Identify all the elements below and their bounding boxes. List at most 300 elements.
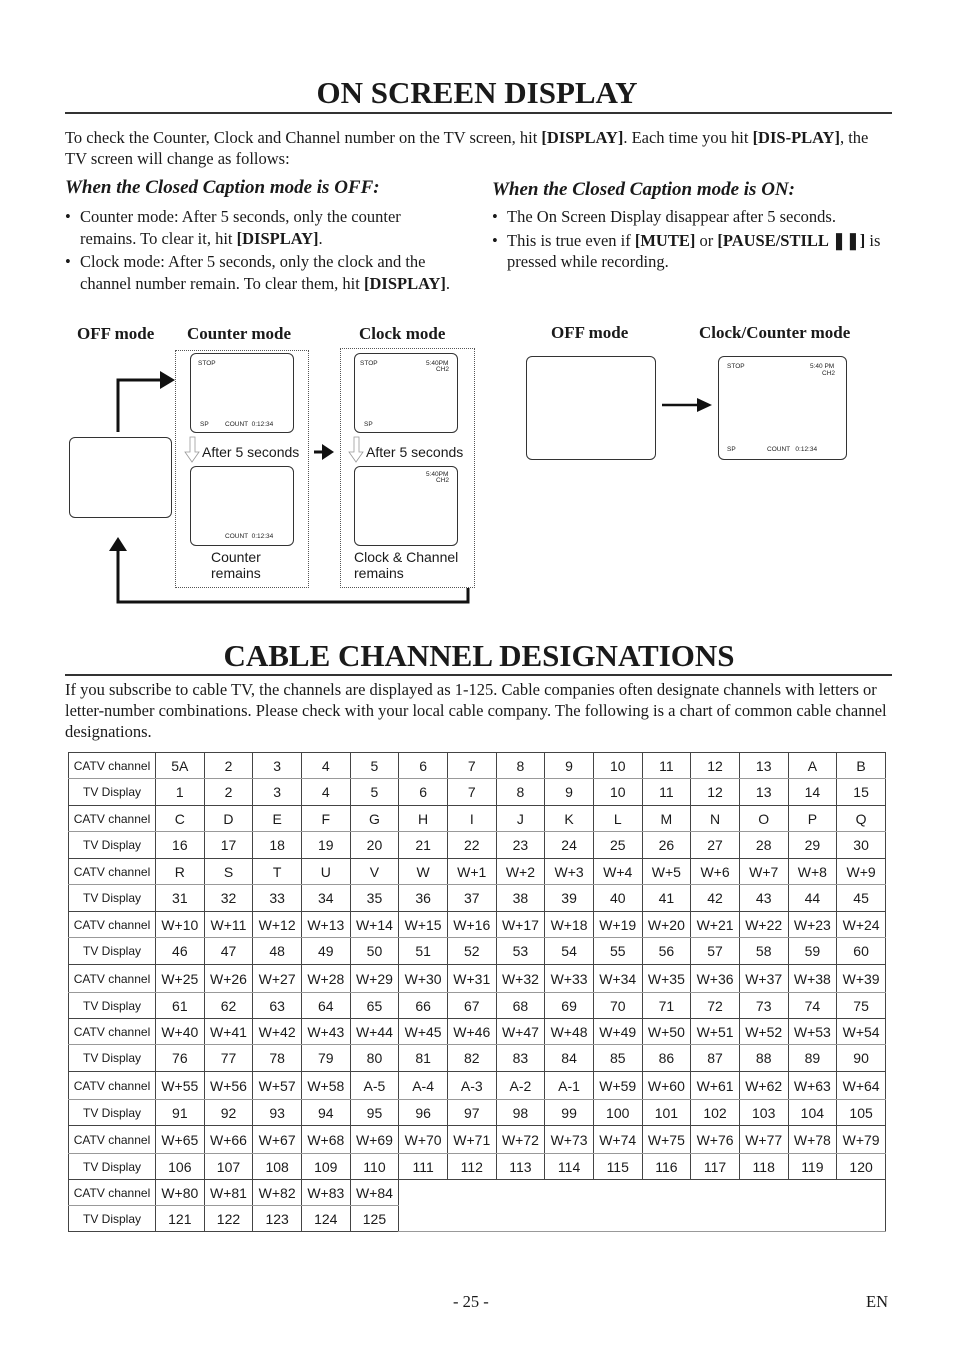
catv-channel-cell: W+10 xyxy=(156,912,205,938)
tv-display-cell: 98 xyxy=(496,1100,545,1126)
counter-after-5-seconds: After 5 seconds xyxy=(202,444,300,460)
catv-row-label: CATV channel xyxy=(69,859,156,885)
catv-row-label: CATV channel xyxy=(69,1019,156,1045)
catv-channel-cell: W+70 xyxy=(399,1126,448,1154)
catv-channel-cell: W+81 xyxy=(204,1180,253,1206)
catv-channel-cell: W+19 xyxy=(593,912,642,938)
osd-title: ON SCREEN DISPLAY xyxy=(316,75,638,110)
tv-display-cell: 70 xyxy=(593,993,642,1019)
catv-channel-cell: W+76 xyxy=(691,1126,740,1154)
osd-intro-c: . Each time you hit xyxy=(623,128,753,147)
catv-channel-cell: W+5 xyxy=(642,859,691,885)
tv-display-cell: 81 xyxy=(399,1045,448,1072)
catv-channel-cell: W+14 xyxy=(350,912,399,938)
tv-display-cell: 36 xyxy=(399,885,448,912)
osd-intro-display-2: [DIS-PLAY] xyxy=(752,128,840,147)
tv-display-cell: 6 xyxy=(399,779,448,806)
tv-display-cell: 24 xyxy=(545,832,594,859)
tv-display-cell: 35 xyxy=(350,885,399,912)
tv-display-cell: 83 xyxy=(496,1045,545,1072)
tv-display-cell: 32 xyxy=(204,885,253,912)
right-screen-stop: STOP xyxy=(727,363,745,370)
tv-display-cell: 115 xyxy=(593,1154,642,1180)
catv-channel-cell: A-2 xyxy=(496,1072,545,1100)
catv-row-label: CATV channel xyxy=(69,1180,156,1206)
catv-row-label: CATV channel xyxy=(69,806,156,832)
tv-display-cell: 3 xyxy=(253,779,302,806)
tv-display-row xyxy=(69,1100,886,1126)
catv-channel-cell: C xyxy=(156,806,205,832)
catv-channel-cell: W+37 xyxy=(739,965,788,993)
tv-display-cell: 11 xyxy=(642,779,691,806)
catv-channel-cell: D xyxy=(204,806,253,832)
counter-top-sp: SP xyxy=(200,421,209,428)
tv-display-cell: 125 xyxy=(350,1206,399,1232)
catv-row xyxy=(69,965,886,993)
catv-channel-cell: A-1 xyxy=(545,1072,594,1100)
tv-display-row-label: TV Display xyxy=(69,779,156,806)
tv-display-cell: 68 xyxy=(496,993,545,1019)
catv-channel-cell: W+35 xyxy=(642,965,691,993)
cc-off-b2a: Clock mode: After 5 seconds, only the clock and the channel number remain. To clear them, hit xyxy=(80,252,426,293)
catv-channel-cell: 7 xyxy=(447,753,496,779)
tv-display-cell: 103 xyxy=(739,1100,788,1126)
tv-display-cell: 19 xyxy=(301,832,350,859)
catv-channel-cell: W+23 xyxy=(788,912,837,938)
cc-off-b2b: [DISPLAY] xyxy=(363,273,446,293)
catv-channel-cell: W+24 xyxy=(837,912,886,938)
tv-display-cell: 47 xyxy=(204,938,253,965)
catv-channel-cell: W+39 xyxy=(837,965,886,993)
tv-display-cell: 40 xyxy=(593,885,642,912)
catv-channel-cell: W+2 xyxy=(496,859,545,885)
tv-display-cell: 122 xyxy=(204,1206,253,1232)
catv-channel-cell: W+82 xyxy=(253,1180,302,1206)
catv-channel-cell: W+12 xyxy=(253,912,302,938)
cc-on-b2b: [MUTE] xyxy=(634,230,696,250)
catv-channel-cell: W+25 xyxy=(156,965,205,993)
catv-channel-cell: W+48 xyxy=(545,1019,594,1045)
tv-display-cell: 64 xyxy=(301,993,350,1019)
catv-channel-cell: A-3 xyxy=(447,1072,496,1100)
catv-channel-cell: 3 xyxy=(253,753,302,779)
tv-display-cell: 88 xyxy=(739,1045,788,1072)
cc-off-b2c: . xyxy=(445,273,451,293)
cable-title: CABLE CHANNEL DESIGNATIONS xyxy=(223,638,735,673)
cc-on-b2c: or xyxy=(695,230,718,250)
right-clock-counter-screen xyxy=(718,356,847,460)
catv-channel-cell: W+33 xyxy=(545,965,594,993)
catv-row-label: CATV channel xyxy=(69,965,156,993)
tv-display-cell: 63 xyxy=(253,993,302,1019)
catv-channel-cell: F xyxy=(301,806,350,832)
tv-display-cell: 55 xyxy=(593,938,642,965)
tv-display-cell: 76 xyxy=(156,1045,205,1072)
catv-channel-cell: W+53 xyxy=(788,1019,837,1045)
catv-row-label: CATV channel xyxy=(69,912,156,938)
catv-channel-cell: B xyxy=(837,753,886,779)
tv-display-cell: 16 xyxy=(156,832,205,859)
catv-channel-cell: W+49 xyxy=(593,1019,642,1045)
clock-channel-remains-label-1: Clock & Channel xyxy=(354,549,459,565)
tv-display-cell: 25 xyxy=(593,832,642,859)
catv-channel-cell: W+34 xyxy=(593,965,642,993)
tv-display-cell: 72 xyxy=(691,993,740,1019)
tv-display-cell: 7 xyxy=(447,779,496,806)
counter-remains-label-2: remains xyxy=(211,565,261,581)
catv-channel-cell: W+84 xyxy=(350,1180,399,1206)
right-screen-count: COUNT 0:12:34 xyxy=(767,446,818,453)
tv-display-cell: 50 xyxy=(350,938,399,965)
right-off-mode-label: OFF mode xyxy=(551,323,629,342)
catv-channel-cell: W+77 xyxy=(739,1126,788,1154)
catv-channel-cell: W+50 xyxy=(642,1019,691,1045)
catv-channel-cell: I xyxy=(447,806,496,832)
catv-channel-cell: G xyxy=(350,806,399,832)
clock-top-stop: STOP xyxy=(360,360,378,367)
catv-channel-cell: W+21 xyxy=(691,912,740,938)
catv-channel-cell: W+58 xyxy=(301,1072,350,1100)
catv-channel-cell: W+75 xyxy=(642,1126,691,1154)
catv-channel-cell: 10 xyxy=(593,753,642,779)
catv-channel-cell: 2 xyxy=(204,753,253,779)
cc-off-b1b: [DISPLAY] xyxy=(236,228,319,248)
cable-title-rule xyxy=(65,674,892,676)
osd-intro-display-1: [DISPLAY] xyxy=(541,128,624,147)
tv-display-cell: 123 xyxy=(253,1206,302,1232)
cc-off-b1a: Counter mode: After 5 seconds, only the counter remains. To clear it, hit xyxy=(80,207,401,248)
catv-channel-cell: W+59 xyxy=(593,1072,642,1100)
tv-display-row-label: TV Display xyxy=(69,885,156,912)
catv-channel-cell: W+1 xyxy=(447,859,496,885)
tv-display-cell: 28 xyxy=(739,832,788,859)
catv-channel-cell: 11 xyxy=(642,753,691,779)
tv-display-cell: 43 xyxy=(739,885,788,912)
left-off-mode-label: OFF mode xyxy=(77,324,155,343)
clock-bottom-time: 5:40PM xyxy=(426,471,449,478)
tv-display-cell: 34 xyxy=(301,885,350,912)
catv-channel-cell: W+3 xyxy=(545,859,594,885)
tv-display-row xyxy=(69,938,886,965)
catv-row xyxy=(69,1180,886,1206)
cc-on-heading: When the Closed Caption mode is ON: xyxy=(492,179,795,200)
catv-channel-cell: 5A xyxy=(156,753,205,779)
clock-channel-remains-label-2: remains xyxy=(354,565,404,581)
tv-display-cell: 46 xyxy=(156,938,205,965)
catv-channel-cell: W+56 xyxy=(204,1072,253,1100)
catv-channel-cell: W+62 xyxy=(739,1072,788,1100)
tv-display-cell: 41 xyxy=(642,885,691,912)
catv-row xyxy=(69,912,886,938)
catv-channel-cell: W+78 xyxy=(788,1126,837,1154)
tv-display-cell: 5 xyxy=(350,779,399,806)
tv-display-row xyxy=(69,832,886,859)
tv-display-cell: 80 xyxy=(350,1045,399,1072)
tv-display-cell: 78 xyxy=(253,1045,302,1072)
tv-display-cell: 33 xyxy=(253,885,302,912)
right-flow-arrow xyxy=(0,0,954,620)
catv-channel-cell: A-4 xyxy=(399,1072,448,1100)
catv-channel-cell: H xyxy=(399,806,448,832)
tv-display-cell: 75 xyxy=(837,993,886,1019)
page-number: - 25 - xyxy=(453,1292,489,1311)
clock-bottom-channel: CH2 xyxy=(436,477,450,484)
catv-channel-cell: W+67 xyxy=(253,1126,302,1154)
catv-channel-cell: W+27 xyxy=(253,965,302,993)
tv-display-cell: 61 xyxy=(156,993,205,1019)
clock-after-5-seconds: After 5 seconds xyxy=(366,444,464,460)
tv-display-cell: 53 xyxy=(496,938,545,965)
catv-channel-cell: W+79 xyxy=(837,1126,886,1154)
catv-channel-cell: E xyxy=(253,806,302,832)
tv-display-cell: 96 xyxy=(399,1100,448,1126)
tv-display-cell: 69 xyxy=(545,993,594,1019)
catv-channel-cell: W+57 xyxy=(253,1072,302,1100)
catv-channel-cell: W+46 xyxy=(447,1019,496,1045)
catv-channel-cell: W+51 xyxy=(691,1019,740,1045)
tv-display-cell: 48 xyxy=(253,938,302,965)
tv-display-cell: 86 xyxy=(642,1045,691,1072)
tv-display-cell: 120 xyxy=(837,1154,886,1180)
tv-display-cell: 113 xyxy=(496,1154,545,1180)
tv-display-cell: 10 xyxy=(593,779,642,806)
tv-display-cell: 13 xyxy=(739,779,788,806)
catv-row-label: CATV channel xyxy=(69,1072,156,1100)
catv-channel-cell: 5 xyxy=(350,753,399,779)
catv-channel-cell: U xyxy=(301,859,350,885)
catv-channel-cell: J xyxy=(496,806,545,832)
osd-intro-e: , the TV screen will change as follows: xyxy=(65,128,869,168)
catv-row xyxy=(69,1072,886,1100)
tv-display-cell: 22 xyxy=(447,832,496,859)
counter-top-count: COUNT 0:12:34 xyxy=(225,421,274,428)
catv-row xyxy=(69,1126,886,1154)
tv-display-cell: 30 xyxy=(837,832,886,859)
catv-channel-cell: W+74 xyxy=(593,1126,642,1154)
catv-channel-cell: W+43 xyxy=(301,1019,350,1045)
tv-display-cell: 91 xyxy=(156,1100,205,1126)
counter-bottom-count: COUNT 0:12:34 xyxy=(225,533,274,540)
tv-display-cell: 124 xyxy=(301,1206,350,1232)
tv-display-cell: 110 xyxy=(350,1154,399,1180)
tv-display-row xyxy=(69,993,886,1019)
counter-top-stop: STOP xyxy=(198,360,216,367)
catv-channel-cell: W+11 xyxy=(204,912,253,938)
catv-channel-cell: W+16 xyxy=(447,912,496,938)
catv-channel-cell: W+17 xyxy=(496,912,545,938)
catv-channel-cell: W+7 xyxy=(739,859,788,885)
catv-channel-cell: W+64 xyxy=(837,1072,886,1100)
tv-display-cell: 15 xyxy=(837,779,886,806)
tv-display-cell: 42 xyxy=(691,885,740,912)
tv-display-cell: 8 xyxy=(496,779,545,806)
tv-display-cell: 54 xyxy=(545,938,594,965)
tv-display-cell: 71 xyxy=(642,993,691,1019)
tv-display-cell: 37 xyxy=(447,885,496,912)
cc-on-b2d: [PAUSE/STILL ❚❚] xyxy=(717,230,866,250)
tv-display-row xyxy=(69,885,886,912)
tv-display-cell: 65 xyxy=(350,993,399,1019)
tv-display-cell: 14 xyxy=(788,779,837,806)
tv-display-cell: 108 xyxy=(253,1154,302,1180)
left-clock-mode-label: Clock mode xyxy=(359,324,446,343)
tv-display-cell: 89 xyxy=(788,1045,837,1072)
catv-channel-cell: L xyxy=(593,806,642,832)
tv-display-cell: 119 xyxy=(788,1154,837,1180)
tv-display-cell: 26 xyxy=(642,832,691,859)
right-screen-channel: CH2 xyxy=(822,370,836,377)
tv-display-row-label: TV Display xyxy=(69,1206,156,1232)
catv-channel-cell: W+18 xyxy=(545,912,594,938)
catv-channel-cell: T xyxy=(253,859,302,885)
tv-display-row-label: TV Display xyxy=(69,1100,156,1126)
cable-channel-table xyxy=(68,752,886,1232)
catv-channel-cell: 6 xyxy=(399,753,448,779)
catv-channel-cell: 8 xyxy=(496,753,545,779)
tv-display-cell: 66 xyxy=(399,993,448,1019)
tv-display-cell: 59 xyxy=(788,938,837,965)
tv-display-cell: 62 xyxy=(204,993,253,1019)
catv-channel-cell: W+54 xyxy=(837,1019,886,1045)
tv-display-cell: 73 xyxy=(739,993,788,1019)
tv-display-row-label: TV Display xyxy=(69,1045,156,1072)
catv-channel-cell: S xyxy=(204,859,253,885)
tv-display-cell: 2 xyxy=(204,779,253,806)
catv-row xyxy=(69,1019,886,1045)
tv-display-cell: 77 xyxy=(204,1045,253,1072)
tv-display-cell: 82 xyxy=(447,1045,496,1072)
catv-row-label: CATV channel xyxy=(69,753,156,779)
catv-channel-cell: W+4 xyxy=(593,859,642,885)
catv-channel-cell: W+44 xyxy=(350,1019,399,1045)
catv-channel-cell: M xyxy=(642,806,691,832)
tv-display-cell: 112 xyxy=(447,1154,496,1180)
tv-display-cell: 1 xyxy=(156,779,205,806)
cc-on-b2e: is pressed while recording. xyxy=(507,230,881,271)
clock-top-channel: CH2 xyxy=(436,366,450,373)
catv-row xyxy=(69,859,886,885)
tv-display-cell: 20 xyxy=(350,832,399,859)
tv-display-cell: 38 xyxy=(496,885,545,912)
tv-display-cell: 23 xyxy=(496,832,545,859)
tv-display-cell: 85 xyxy=(593,1045,642,1072)
catv-channel-cell: W+55 xyxy=(156,1072,205,1100)
catv-channel-cell: O xyxy=(739,806,788,832)
catv-channel-cell: A xyxy=(788,753,837,779)
tv-display-row-label: TV Display xyxy=(69,832,156,859)
tv-display-cell: 51 xyxy=(399,938,448,965)
catv-channel-cell: W+61 xyxy=(691,1072,740,1100)
tv-display-row xyxy=(69,779,886,806)
cc-on-b2a: This is true even if xyxy=(507,230,635,250)
catv-channel-cell: W+38 xyxy=(788,965,837,993)
tv-display-cell: 4 xyxy=(301,779,350,806)
tv-display-cell: 31 xyxy=(156,885,205,912)
tv-display-cell: 93 xyxy=(253,1100,302,1126)
empty-cell xyxy=(399,1180,886,1232)
tv-display-cell: 105 xyxy=(837,1100,886,1126)
catv-channel-cell: P xyxy=(788,806,837,832)
catv-channel-cell: W+65 xyxy=(156,1126,205,1154)
right-screen-time: 5:40 PM xyxy=(810,363,835,370)
catv-channel-cell: W+73 xyxy=(545,1126,594,1154)
tv-display-cell: 121 xyxy=(156,1206,205,1232)
tv-display-cell: 92 xyxy=(204,1100,253,1126)
tv-display-row-label: TV Display xyxy=(69,993,156,1019)
tv-display-cell: 111 xyxy=(399,1154,448,1180)
catv-channel-cell: 13 xyxy=(739,753,788,779)
clock-top-time: 5:40PM xyxy=(426,360,449,367)
tv-display-cell: 52 xyxy=(447,938,496,965)
tv-display-cell: 58 xyxy=(739,938,788,965)
catv-channel-cell: W+40 xyxy=(156,1019,205,1045)
tv-display-cell: 56 xyxy=(642,938,691,965)
catv-channel-cell: W+8 xyxy=(788,859,837,885)
tv-display-cell: 107 xyxy=(204,1154,253,1180)
catv-channel-cell: W+6 xyxy=(691,859,740,885)
catv-channel-cell: W+29 xyxy=(350,965,399,993)
catv-channel-cell: Q xyxy=(837,806,886,832)
catv-channel-cell: W+72 xyxy=(496,1126,545,1154)
catv-channel-cell: W+60 xyxy=(642,1072,691,1100)
catv-row xyxy=(69,806,886,832)
tv-display-cell: 114 xyxy=(545,1154,594,1180)
catv-channel-cell: W+45 xyxy=(399,1019,448,1045)
tv-display-cell: 45 xyxy=(837,885,886,912)
catv-channel-cell: K xyxy=(545,806,594,832)
catv-channel-cell: W+20 xyxy=(642,912,691,938)
catv-channel-cell: W+47 xyxy=(496,1019,545,1045)
tv-display-cell: 106 xyxy=(156,1154,205,1180)
tv-display-cell: 57 xyxy=(691,938,740,965)
tv-display-cell: 18 xyxy=(253,832,302,859)
tv-display-cell: 60 xyxy=(837,938,886,965)
catv-channel-cell: W+36 xyxy=(691,965,740,993)
cc-off-heading: When the Closed Caption mode is OFF: xyxy=(65,177,380,198)
catv-channel-cell: W+71 xyxy=(447,1126,496,1154)
tv-display-cell: 27 xyxy=(691,832,740,859)
tv-display-cell: 94 xyxy=(301,1100,350,1126)
tv-display-cell: 9 xyxy=(545,779,594,806)
tv-display-cell: 90 xyxy=(837,1045,886,1072)
tv-display-cell: 39 xyxy=(545,885,594,912)
catv-channel-cell: W+32 xyxy=(496,965,545,993)
tv-display-cell: 29 xyxy=(788,832,837,859)
tv-display-cell: 67 xyxy=(447,993,496,1019)
language-code: EN xyxy=(866,1292,888,1311)
tv-display-cell: 97 xyxy=(447,1100,496,1126)
catv-channel-cell: A-5 xyxy=(350,1072,399,1100)
tv-display-row xyxy=(69,1154,886,1180)
cable-intro: If you subscribe to cable TV, the channels are displayed as 1-125. Cable companies often designate channels with letters or letter-number combinations. Please check with your local cable company. The following is a chart of common cable channel designations. xyxy=(65,680,887,741)
tv-display-cell: 95 xyxy=(350,1100,399,1126)
tv-display-row-label: TV Display xyxy=(69,938,156,965)
tv-display-cell: 84 xyxy=(545,1045,594,1072)
tv-display-cell: 100 xyxy=(593,1100,642,1126)
catv-channel-cell: W+68 xyxy=(301,1126,350,1154)
catv-channel-cell: 12 xyxy=(691,753,740,779)
catv-channel-cell: W+13 xyxy=(301,912,350,938)
catv-channel-cell: W+83 xyxy=(301,1180,350,1206)
catv-channel-cell: N xyxy=(691,806,740,832)
right-screen-sp: SP xyxy=(727,446,736,453)
tv-display-cell: 118 xyxy=(739,1154,788,1180)
catv-row xyxy=(69,753,886,779)
tv-display-cell: 49 xyxy=(301,938,350,965)
tv-display-cell: 21 xyxy=(399,832,448,859)
catv-channel-cell: W+15 xyxy=(399,912,448,938)
right-clock-counter-mode-label: Clock/Counter mode xyxy=(699,323,851,342)
